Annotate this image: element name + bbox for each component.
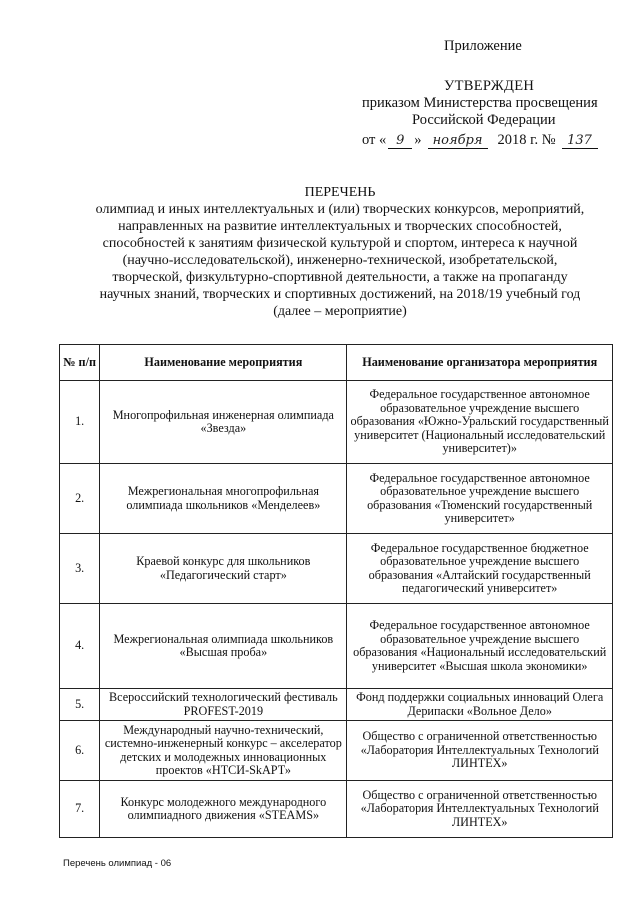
title-line: (научно-исследовательской), инженерно-технической, изобретательской,: [122, 253, 558, 268]
row-organizer: Общество с ограниченной ответственностью «Лаборатория Интеллектуальных Технологий ЛИНТЕХ»: [347, 781, 613, 838]
title-heading: ПЕРЕЧЕНЬ: [304, 185, 376, 200]
row-number: 2.: [60, 464, 100, 534]
header-event: Наименование мероприятия: [100, 345, 347, 381]
table-row: [60, 464, 613, 534]
title-line: направленных на развитие интеллектуальных и творческих способностей,: [118, 219, 562, 234]
date-prefix: от «: [362, 132, 387, 148]
handwritten-month: ноября: [428, 134, 488, 149]
document-title: [60, 184, 620, 320]
row-organizer: Фонд поддержки социальных инноваций Олега Дерипаски «Вольное Дело»: [347, 689, 613, 721]
title-line: способностей к занятиям физической культурой и спортом, интереса к научной: [102, 236, 578, 251]
table-row: [60, 781, 613, 838]
approved-label: УТВЕРЖДЕН: [444, 78, 535, 94]
row-event: Всероссийский технологический фестиваль PROFEST-2019: [100, 689, 347, 721]
date-mid: »: [414, 132, 422, 148]
title-line: научных знаний, творческих и спортивных достижений, на 2018/19 учебный год: [99, 287, 581, 302]
title-line: творческой, физкультурно-спортивной деятельности, а также на пропаганду: [112, 270, 568, 285]
title-line: (далее – мероприятие): [273, 304, 407, 319]
order-date-line: [362, 132, 598, 149]
row-number: 1.: [60, 381, 100, 464]
row-event: Межрегиональная олимпиада школьников «Высшая проба»: [100, 604, 347, 689]
row-event: Международный научно-технический, системно-инженерный конкурс – акселератор детских и молодежных инновационных проектов «НТСИ-SkАРТ»: [100, 721, 347, 781]
events-table: [59, 344, 613, 838]
table-header-row: [60, 345, 613, 381]
row-organizer: Федеральное государственное автономное образовательное учреждение высшего образования «Тюменский государственный университет»: [347, 464, 613, 534]
header-number: № п/п: [60, 345, 100, 381]
row-number: 5.: [60, 689, 100, 721]
row-event: Краевой конкурс для школьников «Педагогический старт»: [100, 534, 347, 604]
table-row: [60, 721, 613, 781]
table-row: [60, 381, 613, 464]
row-organizer: Общество с ограниченной ответственностью «Лаборатория Интеллектуальных Технологий ЛИНТЕХ»: [347, 721, 613, 781]
order-line-2: Российской Федерации: [412, 112, 556, 128]
row-organizer: Федеральное государственное автономное образовательное учреждение высшего образования «Южно-Уральский государственный университет (Национальный исследовательский университет)»: [347, 381, 613, 464]
row-organizer: Федеральное государственное автономное образовательное учреждение высшего образования «Национальный исследовательский университет «Высшая школа экономики»: [347, 604, 613, 689]
handwritten-day: 9: [388, 134, 412, 149]
row-number: 3.: [60, 534, 100, 604]
row-event: Многопрофильная инженерная олимпиада «Звезда»: [100, 381, 347, 464]
row-number: 6.: [60, 721, 100, 781]
row-organizer: Федеральное государственное бюджетное образовательное учреждение высшего образования «Алтайский государственный педагогический университет»: [347, 534, 613, 604]
order-line-1: приказом Министерства просвещения: [362, 95, 598, 111]
row-number: 7.: [60, 781, 100, 838]
handwritten-number: 137: [562, 134, 598, 149]
table-row: [60, 604, 613, 689]
appendix-label: Приложение: [444, 38, 522, 54]
title-line: олимпиад и иных интеллектуальных и (или) творческих конкурсов, мероприятий,: [95, 202, 585, 217]
row-event: Межрегиональная многопрофильная олимпиада школьников «Менделеев»: [100, 464, 347, 534]
table-row: [60, 534, 613, 604]
row-event: Конкурс молодежного международного олимпиадного движения «STEAMS»: [100, 781, 347, 838]
page-footer: Перечень олимпиад - 06: [63, 858, 172, 869]
header-organizer: Наименование организатора мероприятия: [347, 345, 613, 381]
year-text: 2018 г. №: [497, 132, 556, 148]
table-row: [60, 689, 613, 721]
row-number: 4.: [60, 604, 100, 689]
